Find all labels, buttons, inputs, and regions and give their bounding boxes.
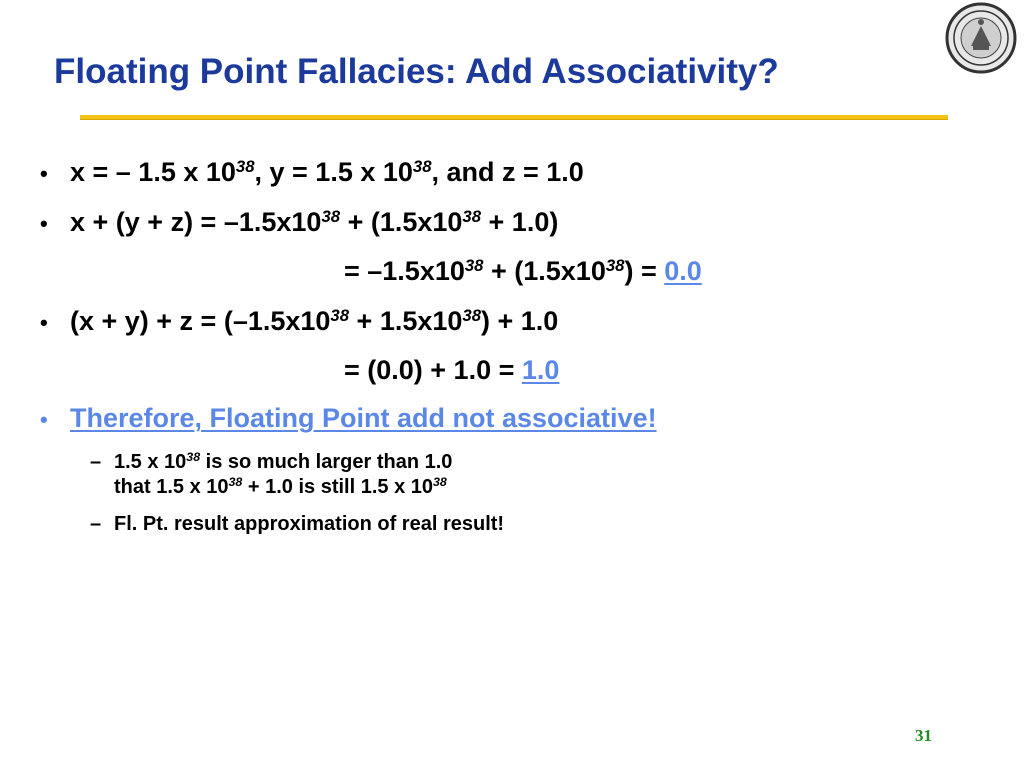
exponent: 38 bbox=[462, 206, 482, 226]
text-segment: ) = bbox=[624, 256, 665, 286]
text-segment: = (0.0) + 1.0 = bbox=[344, 355, 522, 385]
text-segment: ) + 1.0 bbox=[481, 306, 559, 336]
text-segment: = –1.5x10 bbox=[344, 256, 465, 286]
exponent: 38 bbox=[464, 255, 484, 275]
text-segment: x = – 1.5 x 10 bbox=[70, 157, 236, 187]
slide-title: Floating Point Fallacies: Add Associativity? bbox=[54, 52, 779, 91]
exponent: 38 bbox=[433, 475, 447, 490]
sub-bullet-dash: – bbox=[90, 513, 102, 535]
text-segment: + 1.5x10 bbox=[349, 306, 463, 336]
exponent: 38 bbox=[605, 255, 625, 275]
exponent: 38 bbox=[412, 156, 432, 176]
title-underline bbox=[80, 115, 948, 120]
sub-bullet-2-text: Fl. Pt. result approximation of real result! bbox=[114, 513, 505, 535]
bullet-3-continuation bbox=[344, 353, 559, 387]
text-segment: 1.5 x 10 bbox=[114, 451, 187, 473]
bullet-3-text bbox=[70, 304, 558, 342]
result-value: 1.0 bbox=[521, 355, 560, 385]
text-segment: that 1.5 x 10 bbox=[114, 476, 229, 498]
bullet-dot: • bbox=[40, 407, 48, 432]
result-value: 0.0 bbox=[664, 256, 702, 286]
bullet-2-text bbox=[70, 205, 558, 243]
exponent: 38 bbox=[462, 305, 482, 325]
bullet-2-continuation bbox=[344, 254, 702, 292]
conclusion-text: Therefore, Floating Point add not associative! bbox=[70, 403, 657, 433]
text-segment: x + (y + z) = –1.5x10 bbox=[70, 207, 322, 237]
university-seal-icon bbox=[945, 2, 1017, 74]
text-segment: (x + y) + z = (–1.5x10 bbox=[70, 306, 331, 336]
text-segment: + (1.5x10 bbox=[340, 207, 463, 237]
exponent: 38 bbox=[186, 450, 201, 465]
exponent: 38 bbox=[330, 305, 350, 325]
text-segment: + 1.0) bbox=[481, 207, 559, 237]
text-segment: is so much larger than 1.0 bbox=[200, 451, 453, 473]
page-number: 31 bbox=[915, 726, 932, 745]
bullet-dot: • bbox=[40, 211, 48, 236]
sub-bullet-dash: – bbox=[90, 451, 102, 473]
exponent: 38 bbox=[321, 206, 341, 226]
exponent: 38 bbox=[235, 156, 255, 176]
bullet-dot: • bbox=[40, 310, 48, 335]
bullet-dot: • bbox=[40, 161, 48, 186]
sub-bullet-1-line-a bbox=[114, 449, 452, 477]
sub-bullet-1-line-b bbox=[114, 474, 447, 502]
exponent: 38 bbox=[228, 475, 243, 490]
text-segment: + 1.0 is still 1.5 x 10 bbox=[242, 476, 433, 498]
text-segment: + (1.5x10 bbox=[483, 256, 606, 286]
text-segment: , y = 1.5 x 10 bbox=[254, 157, 413, 187]
bullet-1-text bbox=[70, 155, 584, 193]
text-segment: , and z = 1.0 bbox=[431, 157, 584, 187]
